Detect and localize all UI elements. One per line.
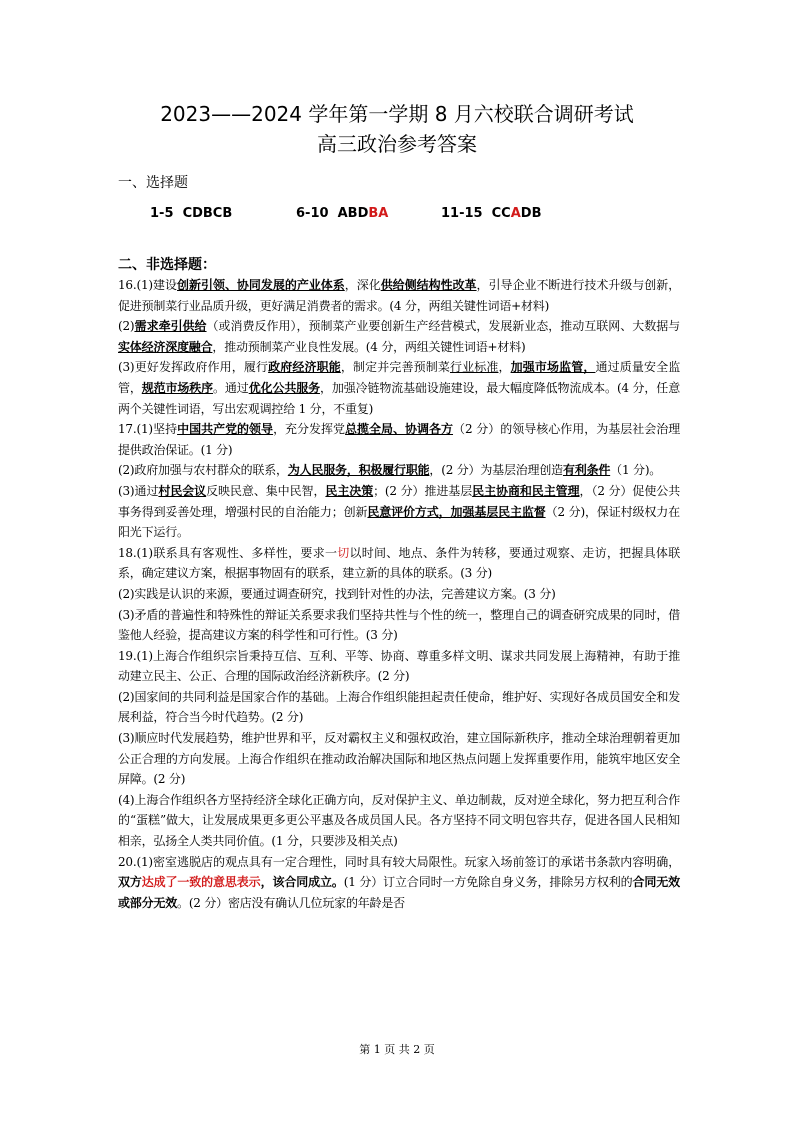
q19-part4: (4)上海合作组织各方坚持经济全球化正确方向，反对保护主义、单边制裁，反对逆全球化，努力把互利合作的“蛋糕”做大，让发展成果更多更公平惠及各成员国人民。各方坚持不同文明包容共存，促进各国人民相知相亲，弘扬全人类共同价值。(1 分，只要涉及相关点): [118, 792, 680, 849]
q18-part2: (2)实践是认识的来源，要通过调查研究，找到针对性的办法，完善建议方案。(3 分): [118, 586, 556, 601]
q18-part1: 18.(1)联系具有客观性、多样性，要求一切以时间、地点、条件为转移，要通过观察、走访，把握具体联系，确定建议方案，根据事物固有的联系，建立新的具体的联系。(3 分): [118, 545, 680, 581]
page-number: 第 1 页 共 2 页: [359, 1043, 435, 1056]
answer-letters: DB: [520, 206, 542, 221]
q17-part2: (2)政府加强与农村群众的联系，为人民服务，积极履行职能，(2 分）为基层治理创造有利条件（1 分)。: [118, 463, 662, 478]
q16-part1: 16.(1)建设创新引领、协同发展的产业体系，深化供给侧结构性改革，引导企业不断进行技术升级与创新，促进预制菜行业品质升级，更好满足消费者的需求。(4 分，两组关键性词语+材料): [118, 278, 681, 313]
section-heading-nonchoice: 二、非选择题：: [118, 257, 216, 273]
answer-letters: CDBCB: [182, 206, 233, 221]
answer-group: [441, 206, 542, 221]
q19-part1: 19.(1)上海合作组织宗旨秉持互信、互利、平等、协商、尊重多样文明、谋求共同发展上海精神，有助于推动建立民主、公正、合理的国际政治经济新秩序。(2 分): [118, 648, 680, 684]
q16-part3: (3)更好发挥政府作用，履行政府经济职能，制定并完善预制菜行业标准，加强市场监管，通过质量安全监管，规范市场秩序。通过优化公共服务，加强冷链物流基础设施建设，最大幅度降低物流成本。(4 分，任意两个关键性词语，写出宏观调控给 1 分，不重复): [118, 360, 681, 416]
section-heading-choice: 一、选择题: [118, 175, 188, 191]
answer-group: [296, 206, 388, 221]
answer-key-title: 高三政治参考答案: [317, 132, 477, 156]
q20-part1: 20.(1)密室逃脱店的观点具有一定合理性，同时具有较大局限性。玩家入场前签订的承诺书条款内容明确，双方达成了一致的意思表示，该合同成立。(1 分）订立合同时一方免除自身义务，排除另方权利的合同无效或部分无效。(2 分）密店没有确认几位玩家的年龄是否: [118, 854, 680, 910]
answer-range: 11-15: [441, 206, 483, 221]
q19-part2: (2)国家间的共同利益是国家合作的基础。上海合作组织能担起责任使命，维护好、实现好各成员国安全和发展利益，符合当今时代趋势。(2 分): [118, 689, 680, 725]
answer-range: 6-10: [296, 206, 329, 221]
answer-letters-red: BA: [368, 206, 389, 221]
q17-part3: (3)通过村民会议反映民意、集中民智，民主决策；(2 分）推进基层民主协商和民主管理，（2 分）促使公共事务得到妥善处理，增强村民的自治能力；创新民意评价方式，加强基层民主监督（2 分)，保证村级权力在阳光下运行。: [118, 483, 680, 540]
answer-letters: CC: [491, 206, 511, 221]
answer-letters-red: A: [510, 206, 521, 221]
answer-content: [118, 275, 680, 913]
q18-part3: (3)矛盾的普遍性和特殊性的辩证关系要求我们坚持共性与个性的统一，整理自己的调查研究成果的同时，借鉴他人经验，提高建议方案的科学性和可行性。(3 分): [118, 607, 680, 643]
answer-group: [150, 206, 232, 221]
q19-part3: (3)顺应时代发展趋势，维护世界和平，反对霸权主义和强权政治，建立国际新秩序，推动全球治理朝着更加公正合理的方向发展。上海合作组织在推动政治解决国际和地区热点问题上发挥重要作用，能筑牢地区安全屏障。(2 分): [118, 731, 680, 787]
exam-title: 2023——2024 学年第一学期 8 月六校联合调研考试: [160, 102, 634, 126]
q17-part1: 17.(1)坚持中国共产党的领导，充分发挥党总揽全局、协调各方（2 分）的领导核心作用，为基层社会治理提供政治保证。(1 分): [118, 422, 681, 457]
answer-range: 1-5: [150, 206, 174, 221]
answer-letters: ABD: [337, 206, 369, 221]
q16-part2: (2)需求牵引供给（或消费反作用），预制菜产业要创新生产经营模式，发展新业态，推动互联网、大数据与实体经济深度融合，推动预制菜产业良性发展。(4 分，两组关键性词语+材料): [118, 319, 680, 354]
